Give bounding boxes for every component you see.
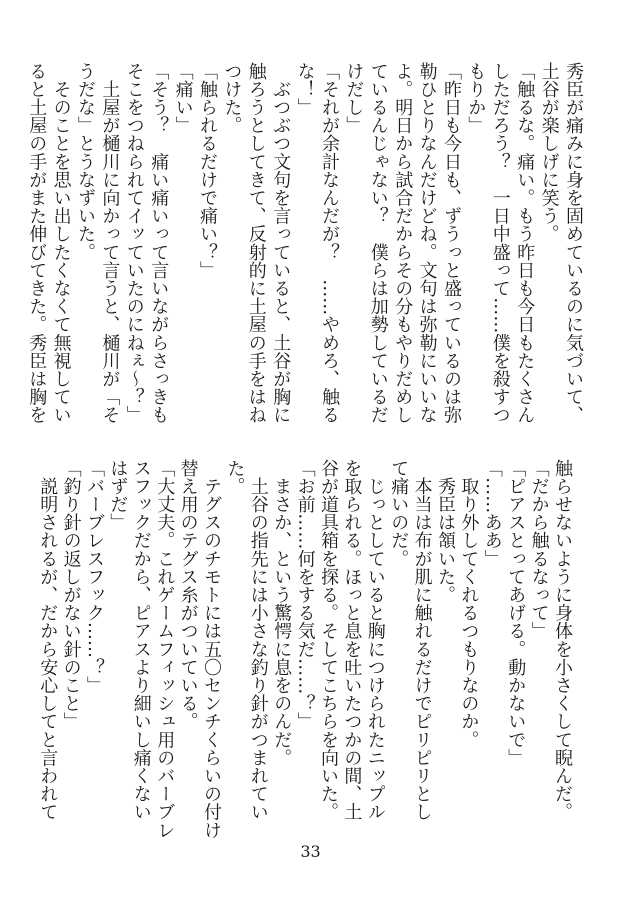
text-column: しただろう？ 一日中盛って……僕を殺すつ (489, 62, 511, 424)
page-number: 33 (300, 842, 321, 861)
text-column: 土谷の指先には小さな釣り針がつまれてい (247, 459, 269, 821)
text-column: を取られる。ほっと息を吐いたつかの間、土 (341, 459, 363, 821)
text-column: 秀臣が痛みに身を固めているのに気づいて、 (563, 62, 584, 424)
text-column: ているんじゃない？ 僕らは加勢しているだ (367, 62, 389, 424)
text-column: 「バーブレスフック……？」 (84, 459, 105, 695)
text-column: うだな」とうなずいた。 (75, 62, 96, 262)
text-column: よ。明日から試合だからその分もやりだめし (392, 62, 414, 424)
text-column: 「触られるだけで痛い？」 (197, 62, 218, 280)
text-column: 「そう？ 痛い痛いって言いながらさっきも (148, 62, 170, 424)
text-column: 「それが余計なんだが？ ……やめろ、触る (319, 62, 340, 424)
text-column: 「痛い」 (172, 62, 194, 135)
text-column: な！」 (294, 62, 316, 117)
text-column: 「……ああ」 (481, 459, 503, 568)
text-column: 「だから触るなって」 (528, 459, 550, 640)
text-column: 触ろうとしてきて、反射的に土屋の手をはね (245, 62, 267, 424)
text-column: 「お前……何をする気だ……？」 (294, 459, 316, 731)
text-column: つけた。 (221, 62, 243, 135)
text-column: ると土屋の手がまた伸びてきた。秀臣は胸を (26, 62, 48, 424)
text-column: 「釣り針の返しがない針のこと」 (60, 459, 82, 731)
text-column: た。 (224, 459, 246, 496)
text-column: 勒ひとりなんだけどね。文句は弥勒にいいな (416, 62, 438, 424)
text-column: けだし」 (343, 62, 365, 135)
text-column: ぶつぶつ文句を言っていると、土谷が胸に (270, 62, 292, 424)
text-column: まさか、という驚愕に息をのんだ。 (271, 459, 293, 767)
text-column: 替え用のテグス糸がついている。 (177, 459, 199, 731)
text-column: 秀臣は頷いた。 (435, 459, 456, 604)
text-column: 谷が道具箱を探る。そしてこちらを向いた。 (318, 459, 339, 821)
text-column: はずだ」 (107, 459, 129, 532)
text-column: そこをつねられてイッていたのにねぇ～？」 (123, 62, 145, 424)
text-column: 土谷が楽しげに笑う。 (538, 62, 560, 243)
text-column: テグスのチモトには五〇センチくらいの付け (201, 459, 222, 840)
text-column: スフックだから、ピアスより細いし痛くない (130, 459, 152, 821)
text-column: 本当は布が肌に触れるだけでピリピリとし (411, 459, 433, 821)
text-column: 「昨日も今日も、ずうっと盛っているのは弥 (441, 62, 462, 424)
text-column: そのことを思い出したくなくて無視してい (50, 62, 72, 424)
text-column: 土屋が樋川に向かって言うと、樋川が「そ (99, 62, 121, 424)
lower-text-block (0, 459, 621, 844)
upper-text-block (0, 62, 621, 442)
text-column: 「ピアスとってあげる。動かないで」 (505, 459, 527, 767)
text-column: もりか」 (465, 62, 487, 135)
text-column: 「大丈夫。これゲームフィッシュ用のバーブレ (154, 459, 176, 840)
text-column: 説明されるが、だから安心してと言われて (37, 459, 59, 821)
text-column: 取り外してくれるつもりなのか。 (458, 459, 480, 749)
text-column: 触らせないように身体を小さくして睨んだ。 (552, 459, 573, 821)
text-column: じっとしていると胸につけられたニップル (364, 459, 386, 821)
text-column: 「触るな。痛い。もう昨日も今日もたくさん (514, 62, 536, 424)
text-column: て痛いのだ。 (388, 459, 410, 568)
